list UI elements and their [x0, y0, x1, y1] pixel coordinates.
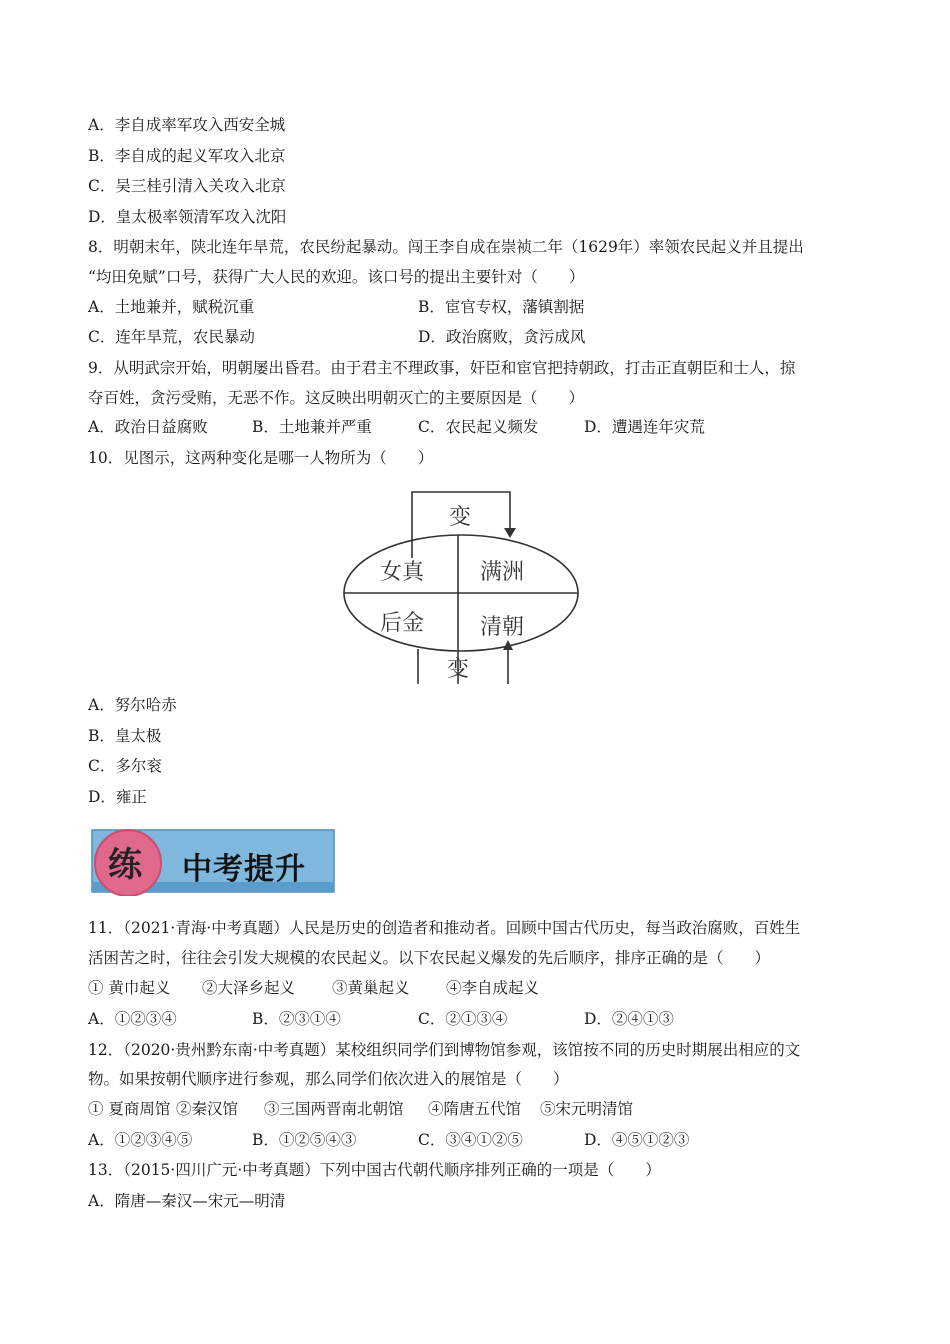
q13-stem: 13．（2015·四川广元·中考真题）下列中国古代朝代顺序排列正确的一项是（ ）: [88, 1161, 661, 1179]
q8-option-d: D．政治腐败，贪污成风: [418, 328, 586, 346]
diagram-cell-houjin: 后金: [380, 611, 425, 636]
q8-stem-line2: “均田免赋”口号，获得广大人民的欢迎。该口号的提出主要针对（ ）: [88, 268, 585, 286]
q11-option-c: C．②①③④: [418, 1010, 508, 1028]
q11-item-4: ④李自成起义: [446, 979, 540, 997]
q10-option-a: A．努尔哈赤: [88, 696, 177, 714]
q8-stem-line1: 8．明朝末年，陕北连年旱荒，农民纷起暴动。闯王李自成在崇祯二年（1629年）率领农民起义并且提出: [88, 238, 804, 256]
q10-option-d: D．雍正: [88, 788, 147, 806]
q12-item-3: ③三国两晋南北朝馆: [264, 1100, 404, 1118]
q12-stem-line1: 12．（2020·贵州黔东南·中考真题）某校组织同学们到博物馆参观，该馆按不同的历史时期展出相应的文: [88, 1041, 801, 1059]
q12-option-a: A．①②③④⑤: [88, 1131, 193, 1149]
q12-option-b: B．①②⑤④③: [252, 1131, 357, 1149]
q10-option-c: C．多尔衮: [88, 757, 162, 775]
q13-option-a: A．隋唐—秦汉—宋元—明清: [88, 1192, 286, 1210]
q11-stem-line1: 11．（2021·青海·中考真题）人民是历史的创造者和推动者。回顾中国古代历史，每当政治腐败，百姓生: [88, 919, 801, 937]
q12-item-1: ① 夏商周馆: [88, 1100, 171, 1118]
q9-option-a: A．政治日益腐败: [88, 418, 208, 436]
diagram-cell-qingchao: 清朝: [480, 615, 525, 640]
q10-diagram: [340, 488, 584, 684]
top-arrow-icon: [504, 528, 516, 538]
q12-item-4: ④隋唐五代馆: [428, 1100, 522, 1118]
q9-option-d: D．遭遇连年灾荒: [584, 418, 705, 436]
q7-option-c: C．吴三桂引清入关攻入北京: [88, 177, 286, 195]
q7-option-d: D．皇太极率领清军攻入沈阳: [88, 208, 287, 226]
q8-option-b: B．宦官专权，藩镇割据: [418, 298, 585, 316]
q9-stem-line2: 夺百姓，贪污受贿，无恶不作。这反映出明朝灭亡的主要原因是（ ）: [88, 389, 585, 407]
diagram-cell-nuzhen: 女真: [380, 560, 425, 585]
diagram-top-label: 变: [449, 505, 472, 530]
q12-stem-line2: 物。如果按朝代顺序进行参观，那么同学们依次进入的展馆是（ ）: [88, 1070, 569, 1088]
q12-item-2: ②秦汉馆: [176, 1100, 239, 1118]
q11-option-d: D．②④①③: [584, 1010, 674, 1028]
q11-item-1: ① 黄巾起义: [88, 979, 171, 997]
q12-item-5: ⑤宋元明清馆: [540, 1100, 634, 1118]
diagram-bottom-label: 变: [447, 657, 470, 682]
q7-option-b: B．李自成的起义军攻入北京: [88, 147, 286, 165]
q9-option-c: C．农民起义频发: [418, 418, 539, 436]
banner-circle-char: 练: [108, 845, 142, 885]
q11-option-b: B．②③①④: [252, 1010, 341, 1028]
section-banner: [88, 826, 336, 896]
q10-option-b: B．皇太极: [88, 727, 162, 745]
q11-stem-line2: 活困苦之时，往往会引发大规模的农民起义。以下农民起义爆发的先后顺序，排序正确的是（ ）: [88, 949, 771, 967]
q12-option-d: D．④⑤①②③: [584, 1131, 690, 1149]
q9-option-b: B．土地兼并严重: [252, 418, 372, 436]
banner-title: 中考提升: [182, 852, 306, 887]
q8-option-c: C．连年旱荒，农民暴动: [88, 328, 255, 346]
q8-option-a: A．土地兼并，赋税沉重: [88, 298, 255, 316]
q9-stem-line1: 9．从明武宗开始，明朝屡出昏君。由于君主不理政事，奸臣和宦官把持朝政，打击正直朝臣和士人，掠: [88, 359, 796, 377]
q11-item-2: ②大泽乡起义: [202, 979, 296, 997]
q12-option-c: C．③④①②⑤: [418, 1131, 523, 1149]
q11-option-a: A．①②③④: [88, 1010, 177, 1028]
q10-stem: 10．见图示，这两种变化是哪一人物所为（ ）: [88, 449, 434, 467]
diagram-cell-manzhou: 满洲: [480, 560, 525, 585]
q11-item-3: ③黄巢起义: [332, 979, 410, 997]
q7-option-a: A．李自成率军攻入西安全城: [88, 116, 286, 134]
